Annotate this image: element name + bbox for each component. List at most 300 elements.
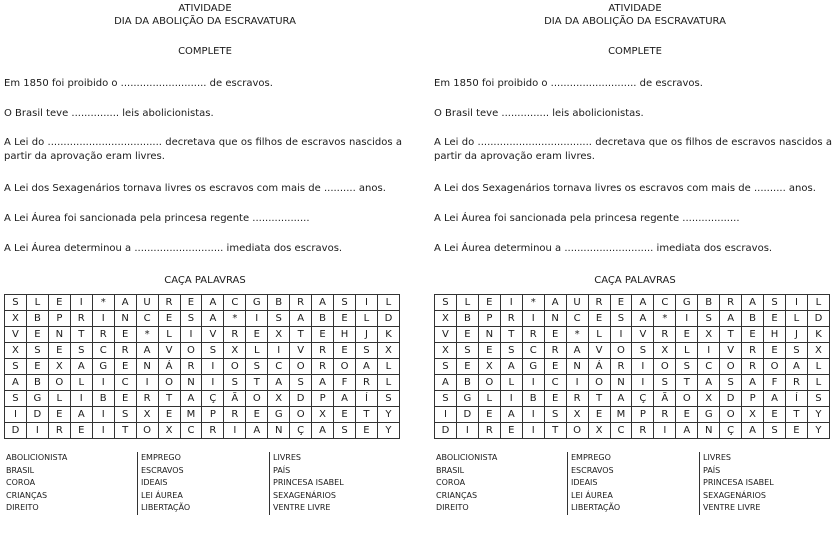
grid-cell: T bbox=[544, 423, 566, 439]
word-list-item: IDEAIS bbox=[141, 478, 168, 487]
grid-cell: E bbox=[764, 311, 786, 327]
grid-cell: P bbox=[202, 407, 224, 423]
sentence-6: A Lei Áurea determinou a ............................ imediata dos escravos. bbox=[434, 243, 773, 254]
word-list-item: CRIANÇAS bbox=[6, 490, 48, 500]
word-list-item: EMPREGO bbox=[141, 453, 181, 462]
grid-cell: I bbox=[522, 423, 544, 439]
grid-cell: A bbox=[356, 359, 378, 375]
grid-cell: R bbox=[180, 359, 202, 375]
grid-cell: N bbox=[544, 311, 566, 327]
grid-cell: X bbox=[742, 407, 764, 423]
grid-cell: B bbox=[312, 311, 334, 327]
grid-cell: B bbox=[26, 375, 48, 391]
grid-cell: C bbox=[522, 343, 544, 359]
grid-cell: N bbox=[610, 375, 632, 391]
grid-row bbox=[435, 359, 830, 375]
word-list-item: ABOLICIONISTA bbox=[436, 453, 498, 462]
grid-cell: O bbox=[566, 423, 588, 439]
grid-cell: S bbox=[500, 343, 522, 359]
grid-cell: J bbox=[356, 327, 378, 343]
sentence-2: O Brasil teve ............... leis abolicionistas. bbox=[434, 108, 644, 119]
grid-cell: A bbox=[312, 295, 334, 311]
grid-cell: A bbox=[742, 375, 764, 391]
grid-row bbox=[5, 407, 400, 423]
grid-cell: T bbox=[720, 327, 742, 343]
grid-cell: I bbox=[5, 407, 27, 423]
grid-row bbox=[435, 375, 830, 391]
grid-cell: E bbox=[478, 295, 500, 311]
grid-cell: I bbox=[632, 359, 654, 375]
grid-cell: R bbox=[786, 375, 808, 391]
grid-cell: X bbox=[807, 343, 829, 359]
grid-cell: A bbox=[435, 375, 457, 391]
grid-cell: X bbox=[698, 327, 720, 343]
grid-cell: D bbox=[26, 407, 48, 423]
grid-cell: Í bbox=[786, 391, 808, 407]
grid-cell: R bbox=[70, 311, 92, 327]
grid-cell: A bbox=[698, 375, 720, 391]
grid-cell: C bbox=[268, 359, 290, 375]
grid-cell: O bbox=[720, 407, 742, 423]
grid-row bbox=[435, 295, 830, 311]
grid-cell: E bbox=[114, 391, 136, 407]
grid-row bbox=[5, 311, 400, 327]
grid-cell: A bbox=[764, 391, 786, 407]
grid-cell: L bbox=[807, 359, 829, 375]
grid-cell: J bbox=[786, 327, 808, 343]
grid-cell: S bbox=[290, 375, 312, 391]
grid-cell: E bbox=[26, 327, 48, 343]
grid-cell: T bbox=[290, 327, 312, 343]
grid-cell: P bbox=[312, 391, 334, 407]
grid-cell: U bbox=[136, 295, 158, 311]
grid-cell: C bbox=[224, 295, 246, 311]
grid-cell: Y bbox=[377, 423, 399, 439]
grid-cell: A bbox=[742, 423, 764, 439]
grid-cell: G bbox=[268, 407, 290, 423]
grid-cell: S bbox=[5, 391, 27, 407]
grid-cell: R bbox=[654, 407, 676, 423]
word-list-item: PAÍS bbox=[703, 465, 721, 475]
grid-row bbox=[5, 295, 400, 311]
complete-heading: COMPLETE bbox=[178, 46, 232, 57]
grid-cell: B bbox=[456, 375, 478, 391]
worksheet-subtitle: DIA DA ABOLIÇÃO DA ESCRAVATURA bbox=[544, 16, 726, 27]
grid-cell: L bbox=[588, 327, 610, 343]
sentence-3: A Lei do .................................... decretava que os filhos de escravos nascidos a partir da aprovação eram livres. bbox=[434, 137, 832, 162]
grid-row bbox=[435, 423, 830, 439]
grid-cell: E bbox=[158, 311, 180, 327]
grid-cell: I bbox=[136, 375, 158, 391]
grid-cell: L bbox=[48, 391, 70, 407]
grid-cell: A bbox=[566, 343, 588, 359]
grid-cell: I bbox=[202, 375, 224, 391]
grid-cell: I bbox=[435, 407, 457, 423]
grid-cell: T bbox=[676, 375, 698, 391]
wordsearch-heading: CAÇA PALAVRAS bbox=[594, 275, 676, 286]
word-list-item: BRASIL bbox=[436, 465, 465, 475]
grid-cell: E bbox=[456, 359, 478, 375]
grid-cell: T bbox=[114, 423, 136, 439]
grid-cell: I bbox=[202, 359, 224, 375]
grid-cell: Y bbox=[807, 423, 829, 439]
grid-cell: A bbox=[720, 311, 742, 327]
grid-cell: O bbox=[180, 343, 202, 359]
grid-cell: E bbox=[246, 407, 268, 423]
grid-cell: S bbox=[268, 311, 290, 327]
grid-cell: R bbox=[500, 311, 522, 327]
grid-cell: X bbox=[654, 343, 676, 359]
grid-cell: G bbox=[456, 391, 478, 407]
grid-cell: H bbox=[334, 327, 356, 343]
grid-cell: A bbox=[268, 375, 290, 391]
grid-cell: E bbox=[334, 311, 356, 327]
grid-cell: Ç bbox=[202, 391, 224, 407]
worksheet-title: ATIVIDADE bbox=[178, 3, 232, 14]
grid-cell: C bbox=[544, 375, 566, 391]
grid-cell: S bbox=[202, 343, 224, 359]
grid-cell: S bbox=[246, 359, 268, 375]
grid-cell: E bbox=[456, 327, 478, 343]
grid-cell: S bbox=[435, 295, 457, 311]
word-list-column bbox=[699, 452, 831, 515]
word-list-column bbox=[436, 452, 564, 515]
grid-cell: S bbox=[720, 375, 742, 391]
grid-row bbox=[435, 407, 830, 423]
word-list-item: DIREITO bbox=[6, 503, 39, 512]
grid-cell: N bbox=[566, 359, 588, 375]
grid-cell: A bbox=[500, 407, 522, 423]
grid-cell: V bbox=[435, 327, 457, 343]
grid-cell: X bbox=[377, 343, 399, 359]
grid-cell: E bbox=[334, 407, 356, 423]
wordsearch-grid bbox=[4, 294, 400, 439]
grid-cell: A bbox=[500, 359, 522, 375]
grid-cell: B bbox=[26, 311, 48, 327]
grid-cell: I bbox=[500, 295, 522, 311]
grid-cell: A bbox=[70, 359, 92, 375]
word-list-item: PRINCESA ISABEL bbox=[703, 478, 774, 487]
grid-cell: E bbox=[544, 359, 566, 375]
grid-cell: S bbox=[334, 423, 356, 439]
grid-cell: I bbox=[676, 311, 698, 327]
grid-cell: D bbox=[456, 407, 478, 423]
grid-cell: E bbox=[478, 407, 500, 423]
grid-cell: L bbox=[377, 295, 399, 311]
word-list-item: ESCRAVOS bbox=[571, 465, 614, 475]
word-list-item: VENTRE LIVRE bbox=[703, 503, 761, 512]
grid-cell: F bbox=[764, 375, 786, 391]
grid-cell: E bbox=[676, 327, 698, 343]
sentence-4: A Lei dos Sexagenários tornava livres os escravos com mais de .......... anos. bbox=[434, 183, 816, 194]
grid-cell: S bbox=[377, 391, 399, 407]
grid-cell: E bbox=[312, 327, 334, 343]
word-list-item: ABOLICIONISTA bbox=[6, 453, 68, 462]
complete-heading: COMPLETE bbox=[608, 46, 662, 57]
sentence-5: A Lei Áurea foi sancionada pela princesa regente .................. bbox=[434, 213, 740, 224]
grid-cell: I bbox=[522, 407, 544, 423]
word-list-column bbox=[567, 452, 699, 515]
grid-cell: I bbox=[70, 391, 92, 407]
grid-cell: G bbox=[246, 295, 268, 311]
grid-cell: E bbox=[158, 407, 180, 423]
grid-cell: S bbox=[180, 311, 202, 327]
grid-cell: R bbox=[312, 359, 334, 375]
grid-cell: A bbox=[312, 423, 334, 439]
grid-cell: R bbox=[290, 295, 312, 311]
word-list-item: LIBERTAÇÃO bbox=[141, 503, 191, 512]
grid-cell: R bbox=[654, 327, 676, 343]
grid-cell: P bbox=[478, 311, 500, 327]
grid-cell: Ã bbox=[224, 391, 246, 407]
grid-row bbox=[5, 359, 400, 375]
grid-cell: X bbox=[5, 343, 27, 359]
grid-cell: A bbox=[334, 391, 356, 407]
grid-cell: I bbox=[522, 311, 544, 327]
grid-cell: X bbox=[435, 311, 457, 327]
grid-cell: A bbox=[136, 343, 158, 359]
grid-cell: A bbox=[180, 391, 202, 407]
grid-cell: A bbox=[786, 359, 808, 375]
grid-cell: X bbox=[5, 311, 27, 327]
grid-cell: S bbox=[676, 359, 698, 375]
grid-cell: A bbox=[676, 423, 698, 439]
grid-cell: I bbox=[632, 375, 654, 391]
grid-cell: M bbox=[180, 407, 202, 423]
grid-cell: V bbox=[588, 343, 610, 359]
grid-cell: * bbox=[522, 295, 544, 311]
grid-cell: O bbox=[610, 343, 632, 359]
grid-cell: D bbox=[807, 311, 829, 327]
grid-cell: S bbox=[786, 343, 808, 359]
grid-cell: R bbox=[522, 327, 544, 343]
grid-cell: I bbox=[698, 343, 720, 359]
grid-cell: X bbox=[48, 359, 70, 375]
grid-cell: T bbox=[356, 407, 378, 423]
word-list-item: EMPREGO bbox=[571, 453, 611, 462]
grid-cell: S bbox=[5, 359, 27, 375]
grid-cell: L bbox=[158, 327, 180, 343]
sentence-4: A Lei dos Sexagenários tornava livres os escravos com mais de .......... anos. bbox=[4, 183, 386, 194]
grid-cell: I bbox=[246, 311, 268, 327]
grid-cell: R bbox=[312, 343, 334, 359]
grid-cell: E bbox=[356, 423, 378, 439]
grid-cell: I bbox=[180, 327, 202, 343]
grid-cell: O bbox=[588, 375, 610, 391]
grid-cell: B bbox=[742, 311, 764, 327]
grid-cell: E bbox=[676, 407, 698, 423]
grid-cell: P bbox=[632, 407, 654, 423]
grid-cell: R bbox=[48, 423, 70, 439]
grid-cell: R bbox=[158, 295, 180, 311]
grid-row bbox=[435, 391, 830, 407]
word-list-item: PRINCESA ISABEL bbox=[273, 478, 344, 487]
grid-cell: L bbox=[246, 343, 268, 359]
grid-cell: E bbox=[786, 423, 808, 439]
grid-cell: S bbox=[544, 407, 566, 423]
grid-cell: B bbox=[92, 391, 114, 407]
grid-cell: L bbox=[500, 375, 522, 391]
grid-cell: R bbox=[224, 327, 246, 343]
grid-cell: D bbox=[290, 391, 312, 407]
grid-cell: Y bbox=[807, 407, 829, 423]
grid-cell: B bbox=[522, 391, 544, 407]
grid-cell: C bbox=[114, 375, 136, 391]
grid-cell: V bbox=[5, 327, 27, 343]
grid-cell: X bbox=[268, 391, 290, 407]
grid-cell: A bbox=[5, 375, 27, 391]
grid-cell: N bbox=[180, 375, 202, 391]
grid-cell: V bbox=[632, 327, 654, 343]
grid-cell: I bbox=[92, 407, 114, 423]
grid-cell: C bbox=[92, 343, 114, 359]
grid-cell: Ç bbox=[290, 423, 312, 439]
grid-cell: A bbox=[246, 423, 268, 439]
grid-cell: A bbox=[632, 311, 654, 327]
grid-cell: T bbox=[500, 327, 522, 343]
grid-cell: O bbox=[676, 391, 698, 407]
grid-cell: L bbox=[377, 375, 399, 391]
grid-cell: S bbox=[698, 311, 720, 327]
grid-cell: S bbox=[456, 343, 478, 359]
word-list-item: ESCRAVOS bbox=[141, 465, 184, 475]
grid-cell: E bbox=[246, 327, 268, 343]
grid-cell: O bbox=[158, 375, 180, 391]
grid-cell: L bbox=[786, 311, 808, 327]
grid-cell: S bbox=[764, 423, 786, 439]
grid-row bbox=[435, 327, 830, 343]
grid-cell: E bbox=[742, 327, 764, 343]
grid-cell: X bbox=[566, 407, 588, 423]
grid-cell: E bbox=[588, 311, 610, 327]
grid-cell: V bbox=[202, 327, 224, 343]
grid-cell: I bbox=[654, 423, 676, 439]
grid-cell: A bbox=[114, 295, 136, 311]
grid-cell: O bbox=[720, 359, 742, 375]
grid-cell: Í bbox=[356, 391, 378, 407]
grid-cell: S bbox=[610, 311, 632, 327]
grid-cell: V bbox=[720, 343, 742, 359]
grid-cell: S bbox=[5, 295, 27, 311]
grid-cell: I bbox=[566, 375, 588, 391]
grid-cell: E bbox=[588, 407, 610, 423]
grid-cell: * bbox=[566, 327, 588, 343]
grid-cell: X bbox=[698, 391, 720, 407]
grid-cell: I bbox=[786, 295, 808, 311]
grid-cell: O bbox=[334, 359, 356, 375]
grid-cell: B bbox=[698, 295, 720, 311]
grid-cell: G bbox=[26, 391, 48, 407]
grid-cell: M bbox=[610, 407, 632, 423]
grid-cell: E bbox=[48, 407, 70, 423]
grid-cell: H bbox=[764, 327, 786, 343]
grid-cell: D bbox=[435, 423, 457, 439]
word-list-item: LIBERTAÇÃO bbox=[571, 503, 621, 512]
grid-cell: D bbox=[377, 311, 399, 327]
grid-cell: I bbox=[610, 327, 632, 343]
grid-cell: E bbox=[500, 423, 522, 439]
word-list-item: SEXAGENÁRIOS bbox=[273, 490, 336, 500]
grid-cell: U bbox=[566, 295, 588, 311]
grid-cell: O bbox=[478, 375, 500, 391]
grid-cell: E bbox=[48, 295, 70, 311]
grid-cell: R bbox=[92, 327, 114, 343]
grid-cell: X bbox=[312, 407, 334, 423]
grid-cell: O bbox=[246, 391, 268, 407]
grid-cell: E bbox=[114, 359, 136, 375]
grid-cell: C bbox=[698, 359, 720, 375]
grid-cell: A bbox=[70, 407, 92, 423]
grid-cell: R bbox=[588, 295, 610, 311]
grid-cell: Ç bbox=[720, 423, 742, 439]
grid-cell: X bbox=[136, 407, 158, 423]
grid-cell: G bbox=[92, 359, 114, 375]
grid-cell: S bbox=[356, 343, 378, 359]
word-list-item: LIVRES bbox=[273, 453, 301, 462]
grid-cell: R bbox=[202, 423, 224, 439]
grid-cell: O bbox=[136, 423, 158, 439]
grid-cell: * bbox=[136, 327, 158, 343]
grid-cell: I bbox=[92, 311, 114, 327]
grid-row bbox=[5, 343, 400, 359]
grid-cell: D bbox=[5, 423, 27, 439]
grid-cell: * bbox=[654, 311, 676, 327]
grid-cell: R bbox=[742, 359, 764, 375]
grid-cell: I bbox=[26, 423, 48, 439]
sentence-2: O Brasil teve ............... leis abolicionistas. bbox=[4, 108, 214, 119]
grid-cell: V bbox=[290, 343, 312, 359]
grid-cell: I bbox=[224, 423, 246, 439]
grid-row bbox=[5, 423, 400, 439]
grid-cell: S bbox=[435, 359, 457, 375]
grid-cell: N bbox=[698, 423, 720, 439]
grid-cell: O bbox=[654, 359, 676, 375]
grid-cell: D bbox=[720, 391, 742, 407]
grid-cell: C bbox=[180, 423, 202, 439]
word-list-item: VENTRE LIVRE bbox=[273, 503, 331, 512]
grid-cell: R bbox=[136, 391, 158, 407]
grid-cell: X bbox=[158, 423, 180, 439]
grid-cell: Á bbox=[588, 359, 610, 375]
grid-cell: O bbox=[290, 359, 312, 375]
word-list-column bbox=[137, 452, 269, 515]
grid-cell: T bbox=[588, 391, 610, 407]
grid-cell: N bbox=[268, 423, 290, 439]
grid-cell: G bbox=[698, 407, 720, 423]
grid-cell: T bbox=[246, 375, 268, 391]
grid-cell: P bbox=[742, 391, 764, 407]
grid-cell: O bbox=[290, 407, 312, 423]
grid-cell: E bbox=[544, 391, 566, 407]
grid-cell: A bbox=[290, 311, 312, 327]
grid-cell: G bbox=[676, 295, 698, 311]
grid-cell: I bbox=[456, 423, 478, 439]
grid-cell: L bbox=[377, 359, 399, 375]
grid-cell: E bbox=[48, 343, 70, 359]
grid-cell: S bbox=[435, 391, 457, 407]
grid-cell: R bbox=[566, 391, 588, 407]
grid-cell: S bbox=[224, 375, 246, 391]
grid-cell: R bbox=[114, 343, 136, 359]
grid-cell: G bbox=[522, 359, 544, 375]
grid-cell: E bbox=[478, 343, 500, 359]
worksheet-right bbox=[434, 0, 836, 541]
grid-cell: Ç bbox=[632, 391, 654, 407]
grid-cell: L bbox=[807, 295, 829, 311]
worksheet-left bbox=[4, 0, 406, 541]
grid-cell: X bbox=[435, 343, 457, 359]
grid-cell: S bbox=[632, 343, 654, 359]
